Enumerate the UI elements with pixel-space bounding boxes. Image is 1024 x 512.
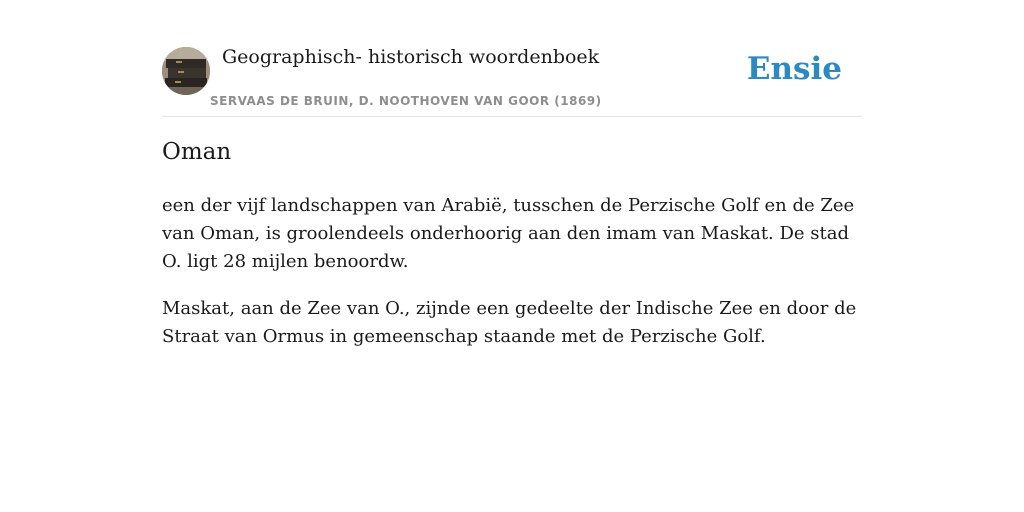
entry-title: Oman	[162, 139, 232, 165]
book-title[interactable]: Geographisch- historisch woordenboek	[222, 46, 600, 68]
book-author: SERVAAS DE BRUIN, D. NOOTHOVEN VAN GOOR (1869)	[210, 94, 602, 108]
entry-paragraph: Maskat, aan de Zee van O., zijnde een gedeelte der Indische Zee en door de Straat van Ormus in gemeenschap staande met de Perzische Golf.	[162, 298, 857, 347]
entry-paragraph: een der vijf landschappen van Arabië, tusschen de Perzische Golf en de Zee van Oman, is groolendeels onderhoorig aan den imam van Maskat. De stad O. ligt 28 mijlen benoordw.	[162, 195, 855, 272]
entry-content	[162, 192, 862, 370]
book-cover-icon[interactable]	[162, 47, 210, 95]
dictionary-header	[162, 44, 862, 117]
ensie-logo-link[interactable]: Ensie	[746, 51, 842, 87]
